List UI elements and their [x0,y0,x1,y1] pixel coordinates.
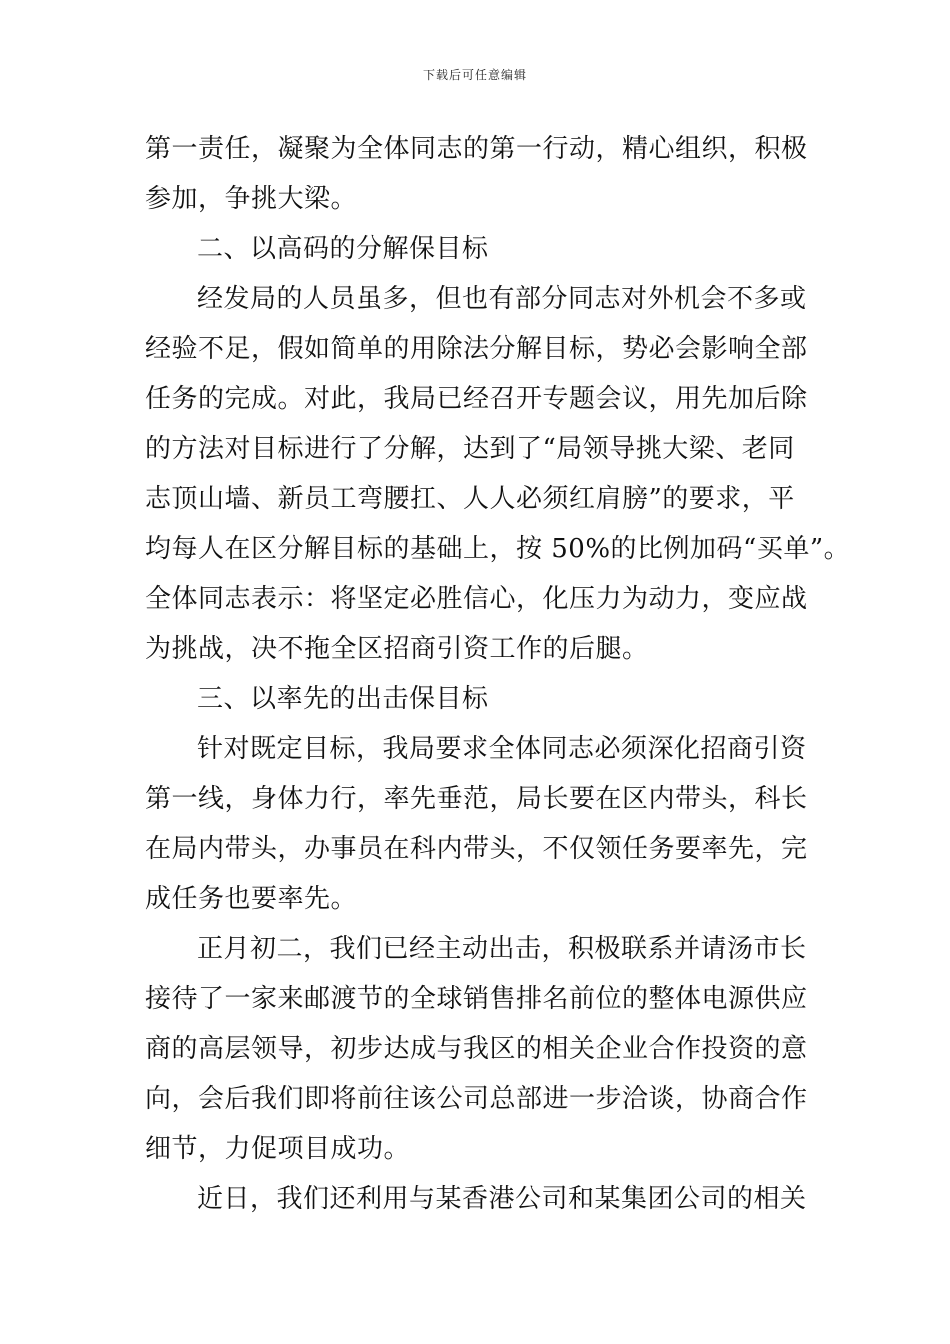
body-line: 参加，争挑大梁。 [145,184,358,214]
body-line: 任务的完成。对此，我局已经召开专题会议，用先加后除 [145,384,808,414]
body-line: 第一线，身体力行，率先垂范，局长要在区内带头，科长 [145,784,808,814]
body-line: 细节，力促项目成功。 [145,1134,411,1164]
section-heading: 二、以高码的分解保目标 [197,234,489,264]
body-line: 成任务也要率先。 [145,884,358,914]
body-line: 针对既定目标，我局要求全体同志必须深化招商引资 [197,734,807,764]
body-line: 为挑战，决不拖全区招商引资工作的后腿。 [145,634,649,664]
body-line: 的方法对目标进行了分解，达到了“局领导挑大梁、老同 [145,434,795,464]
section-heading: 三、以率先的出击保目标 [197,684,489,714]
body-line: 均每人在区分解目标的基础上，按 50%的比例加码“买单”。 [145,534,851,564]
body-line: 向，会后我们即将前往该公司总部进一步洽谈，协商合作 [145,1084,808,1114]
body-line: 接待了一家来邮渡节的全球销售排名前位的整体电源供应 [145,984,808,1014]
body-line: 经验不足，假如简单的用除法分解目标，势必会影响全部 [145,334,808,364]
body-line: 第一责任，凝聚为全体同志的第一行动，精心组织，积极 [145,134,808,164]
body-line: 在局内带头，办事员在科内带头，不仅领任务要率先，完 [145,834,808,864]
body-line: 商的高层领导，初步达成与我区的相关企业合作投资的意 [145,1034,808,1064]
header-note: 下载后可任意编辑 [422,68,527,82]
body-line: 近日，我们还利用与某香港公司和某集团公司的相关 [197,1184,807,1214]
body-line: 全体同志表示：将坚定必胜信心，化压力为动力，变应战 [145,584,808,614]
body-line: 正月初二，我们已经主动出击，积极联系并请汤市长 [197,934,807,964]
body-line: 经发局的人员虽多，但也有部分同志对外机会不多或 [197,284,807,314]
body-line: 志顶山墙、新员工弯腰扛、人人必须红肩膀”的要求，平 [145,484,795,514]
